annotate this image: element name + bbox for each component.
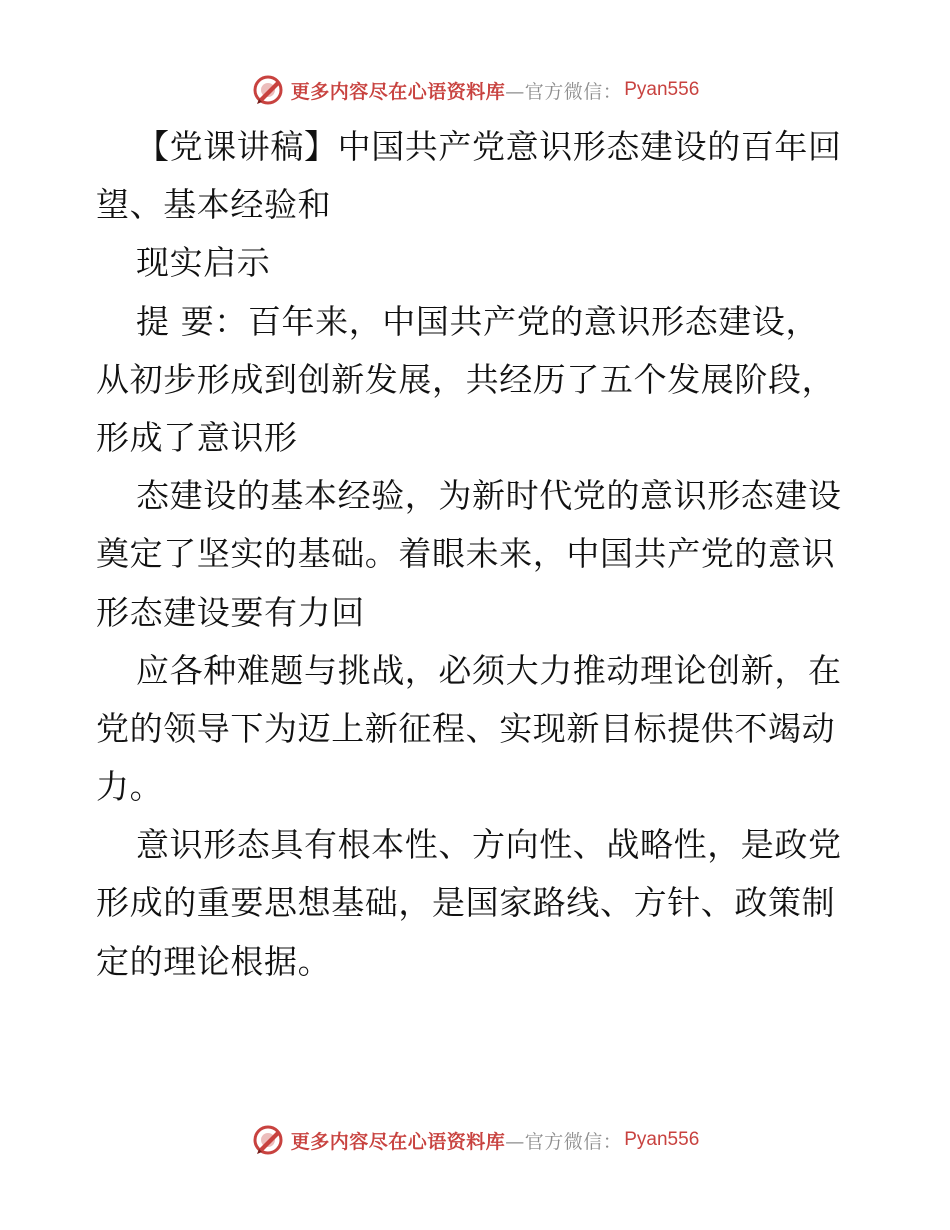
watermark-site-name: 更多内容尽在心语资料库 bbox=[290, 1130, 506, 1153]
paragraph-line: 定的理论根据。 bbox=[96, 941, 332, 981]
watermark-wechat-id: Pyan556 bbox=[624, 79, 700, 100]
paragraph-line: 力。 bbox=[96, 767, 164, 807]
paragraph-line: 党的领导下为迈上新征程、实现新目标提供不竭动 bbox=[96, 708, 836, 748]
paragraph-line: 形态建设要有力回 bbox=[96, 592, 365, 632]
subtitle-line: 现实启示 bbox=[136, 243, 271, 283]
paragraph-line: 应各种难题与挑战，必须大力推动理论创新，在 bbox=[136, 650, 842, 690]
pen-logo-icon bbox=[251, 1123, 285, 1157]
watermark-wechat-label: —官方微信： bbox=[505, 80, 623, 103]
paragraph-line: 意识形态具有根本性、方向性、战略性，是政党 bbox=[136, 825, 842, 865]
title-line: 望、基本经验和 bbox=[96, 185, 332, 225]
watermark-wechat-label: —官方微信： bbox=[505, 1130, 623, 1153]
paragraph-line: 形成了意识形 bbox=[96, 417, 298, 457]
watermark-wechat-id: Pyan556 bbox=[624, 1129, 700, 1150]
paragraph-line: 态建设的基本经验，为新时代党的意识形态建设 bbox=[136, 476, 842, 516]
document-body bbox=[96, 118, 852, 991]
pen-logo-icon bbox=[251, 73, 285, 107]
title-line: 【党课讲稿】中国共产党意识形态建设的百年回 bbox=[136, 127, 842, 166]
header-watermark bbox=[0, 70, 950, 110]
paragraph-line: 从初步形成到创新发展，共经历了五个发展阶段， bbox=[96, 359, 836, 399]
watermark-site-name: 更多内容尽在心语资料库 bbox=[290, 80, 506, 103]
footer-watermark bbox=[0, 1120, 950, 1160]
paragraph-line: 奠定了坚实的基础。着眼未来，中国共产党的意识 bbox=[96, 534, 836, 574]
paragraph-line: 提 要：百年来，中国共产党的意识形态建设， bbox=[136, 301, 820, 341]
paragraph-line: 形成的重要思想基础，是国家路线、方针、政策制 bbox=[96, 883, 836, 923]
